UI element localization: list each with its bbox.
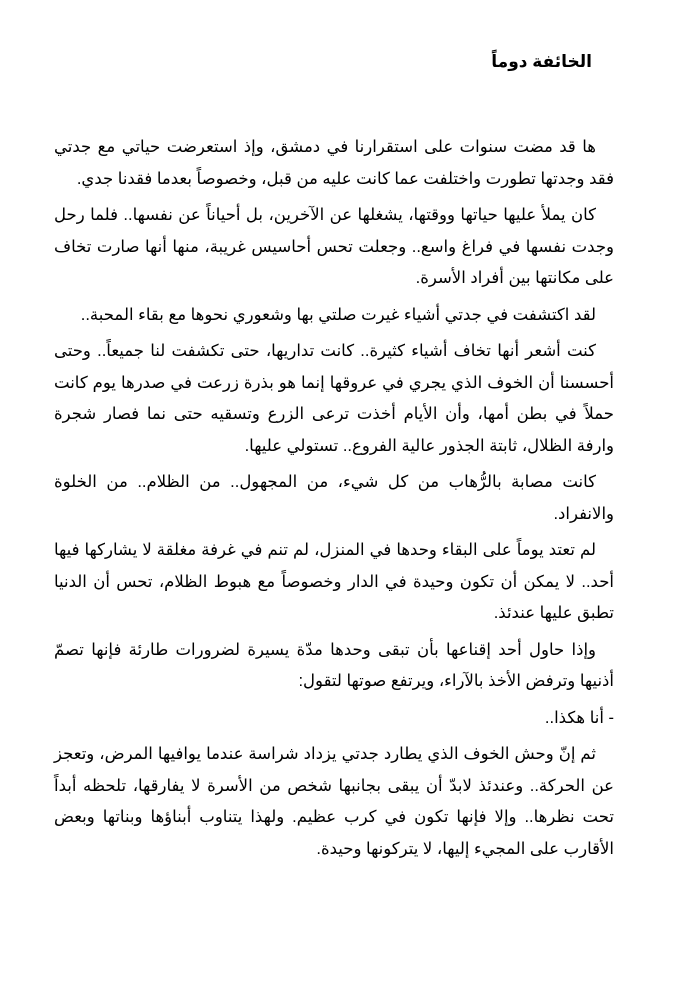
paragraph: لقد اكتشفت في جدتي أشياء غيرت صلتي بها وشعوري نحوها مع بقاء المحبة.. <box>80 305 596 324</box>
paragraph: كانت مصابة بالرُّهاب من كل شيء، من المجهول.. من الظلام.. من الخلوة والانفراد. <box>54 473 614 523</box>
document-body <box>54 132 614 870</box>
paragraph: كنت أشعر أنها تخاف أشياء كثيرة.. كانت تداريها، حتى تكشفت لنا جميعاً.. وحتى أحسسنا أن الخوف الذي يجري في عروقها إنما هو بذرة زرعت في صدرها يوم كانت حملاً في بطن أمها، وأن الأيام أخذت ترعى الزرع وتسقيه حتى نما فصار شجرة وارفة الظلال، ثابتة الجذور عالية الفروع.. تستولي عليها. <box>54 342 614 455</box>
paragraph: ثم إنّ وحش الخوف الذي يطارد جدتي يزداد شراسة عندما يوافيها المرض، وتعجز عن الحركة.. وعندئذ لابدّ أن يبقى بجانبها شخص من الأسرة لا يفارقها، تلحظه أبداً تحت نظرها.. وإلا فإنها تكون في كرب عظيم. ولهذا يتناوب أبناؤها وبناتها وبعض الأقارب على المجيء إليها، لا يتركونها وحيدة. <box>54 745 614 858</box>
paragraph: وإذا حاول أحد إقناعها بأن تبقى وحدها مدّة يسيرة لضرورات طارئة فإنها تصمّ أذنيها وترفض الأخذ بالآراء، ويرتفع صوتها لتقول: <box>54 640 614 690</box>
dialogue-line: - أنا هكذا.. <box>544 708 614 727</box>
paragraph: ها قد مضت سنوات على استقرارنا في دمشق، وإذ استعرضت حياتي مع جدتي فقد وجدتها تطورت واختلفت عما كانت عليه من قبل، وخصوصاً بعدما فقدنا جدي. <box>54 138 614 188</box>
paragraph: كان يملأ عليها حياتها ووقتها، يشغلها عن الآخرين، بل أحياناً عن نفسها.. فلما رحل وجدت نفسها في فراغ واسع.. وجعلت تحس أحاسيس غريبة، منها أنها صارت تخاف على مكانتها بين أفراد الأسرة. <box>54 206 614 287</box>
paragraph: لم تعتد يوماً على البقاء وحدها في المنزل، لم تنم في غرفة مغلقة لا يشاركها فيها أحد.. لا يمكن أن تكون وحيدة في الدار وخصوصاً مع هبوط الظلام، تحس أن الدنيا تطبق عليها عندئذ. <box>54 541 614 622</box>
document-title: الخائفة دوماً <box>491 52 592 71</box>
